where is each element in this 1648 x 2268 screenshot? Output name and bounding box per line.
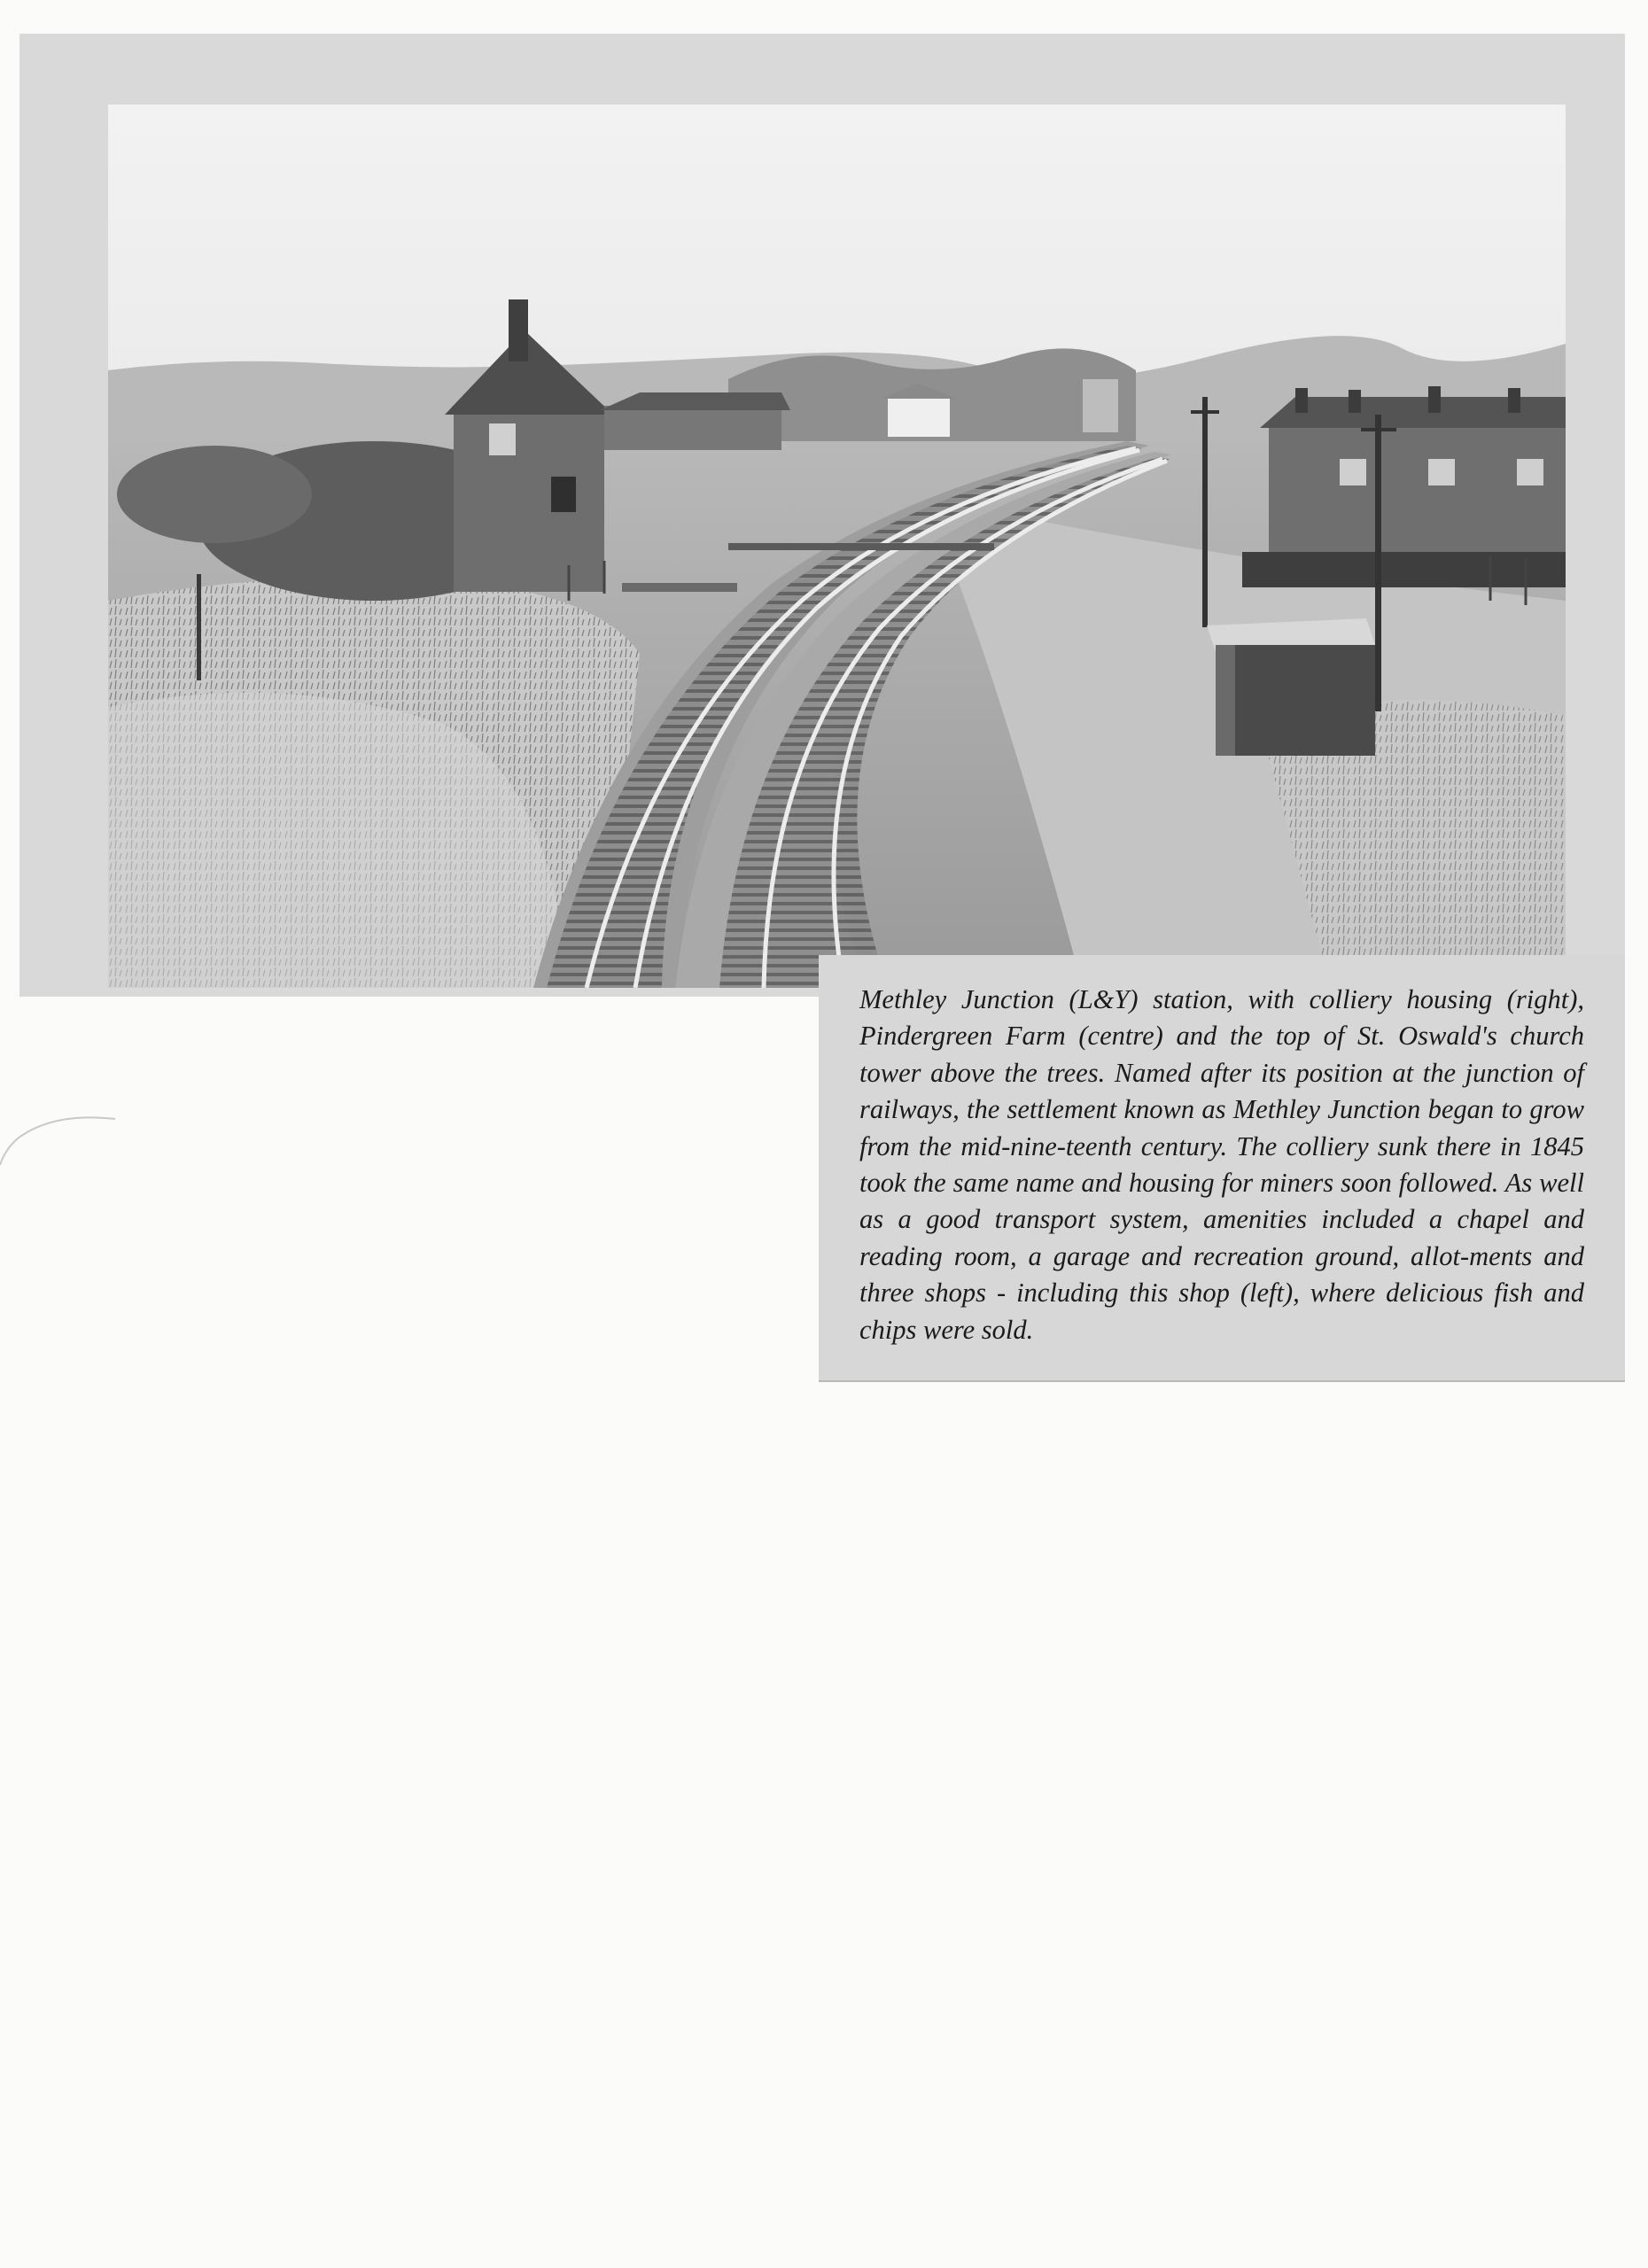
photograph-illustration	[108, 105, 1566, 988]
photo-caption: Methley Junction (L&Y) station, with colliery housing (right), Pindergreen Farm (centre) and the top of St. Oswald's church tower above the trees. Named after its position at the junction of railways, the settlement known as Methley Junction began to grow from the mid-nine-teenth century. The colliery sunk there in 1845 took the same name and housing for miners soon followed. As well as a good transport system, amenities included a chapel and reading room, a garage and recreation ground, allot-ments and three shops - including this shop (left), where delicious fish and chips were sold.	[859, 984, 1584, 1345]
caption-card	[819, 955, 1625, 1380]
photo-card	[19, 34, 1625, 997]
railway-photograph	[108, 105, 1566, 988]
scan-artefact-mark	[0, 1112, 124, 1192]
